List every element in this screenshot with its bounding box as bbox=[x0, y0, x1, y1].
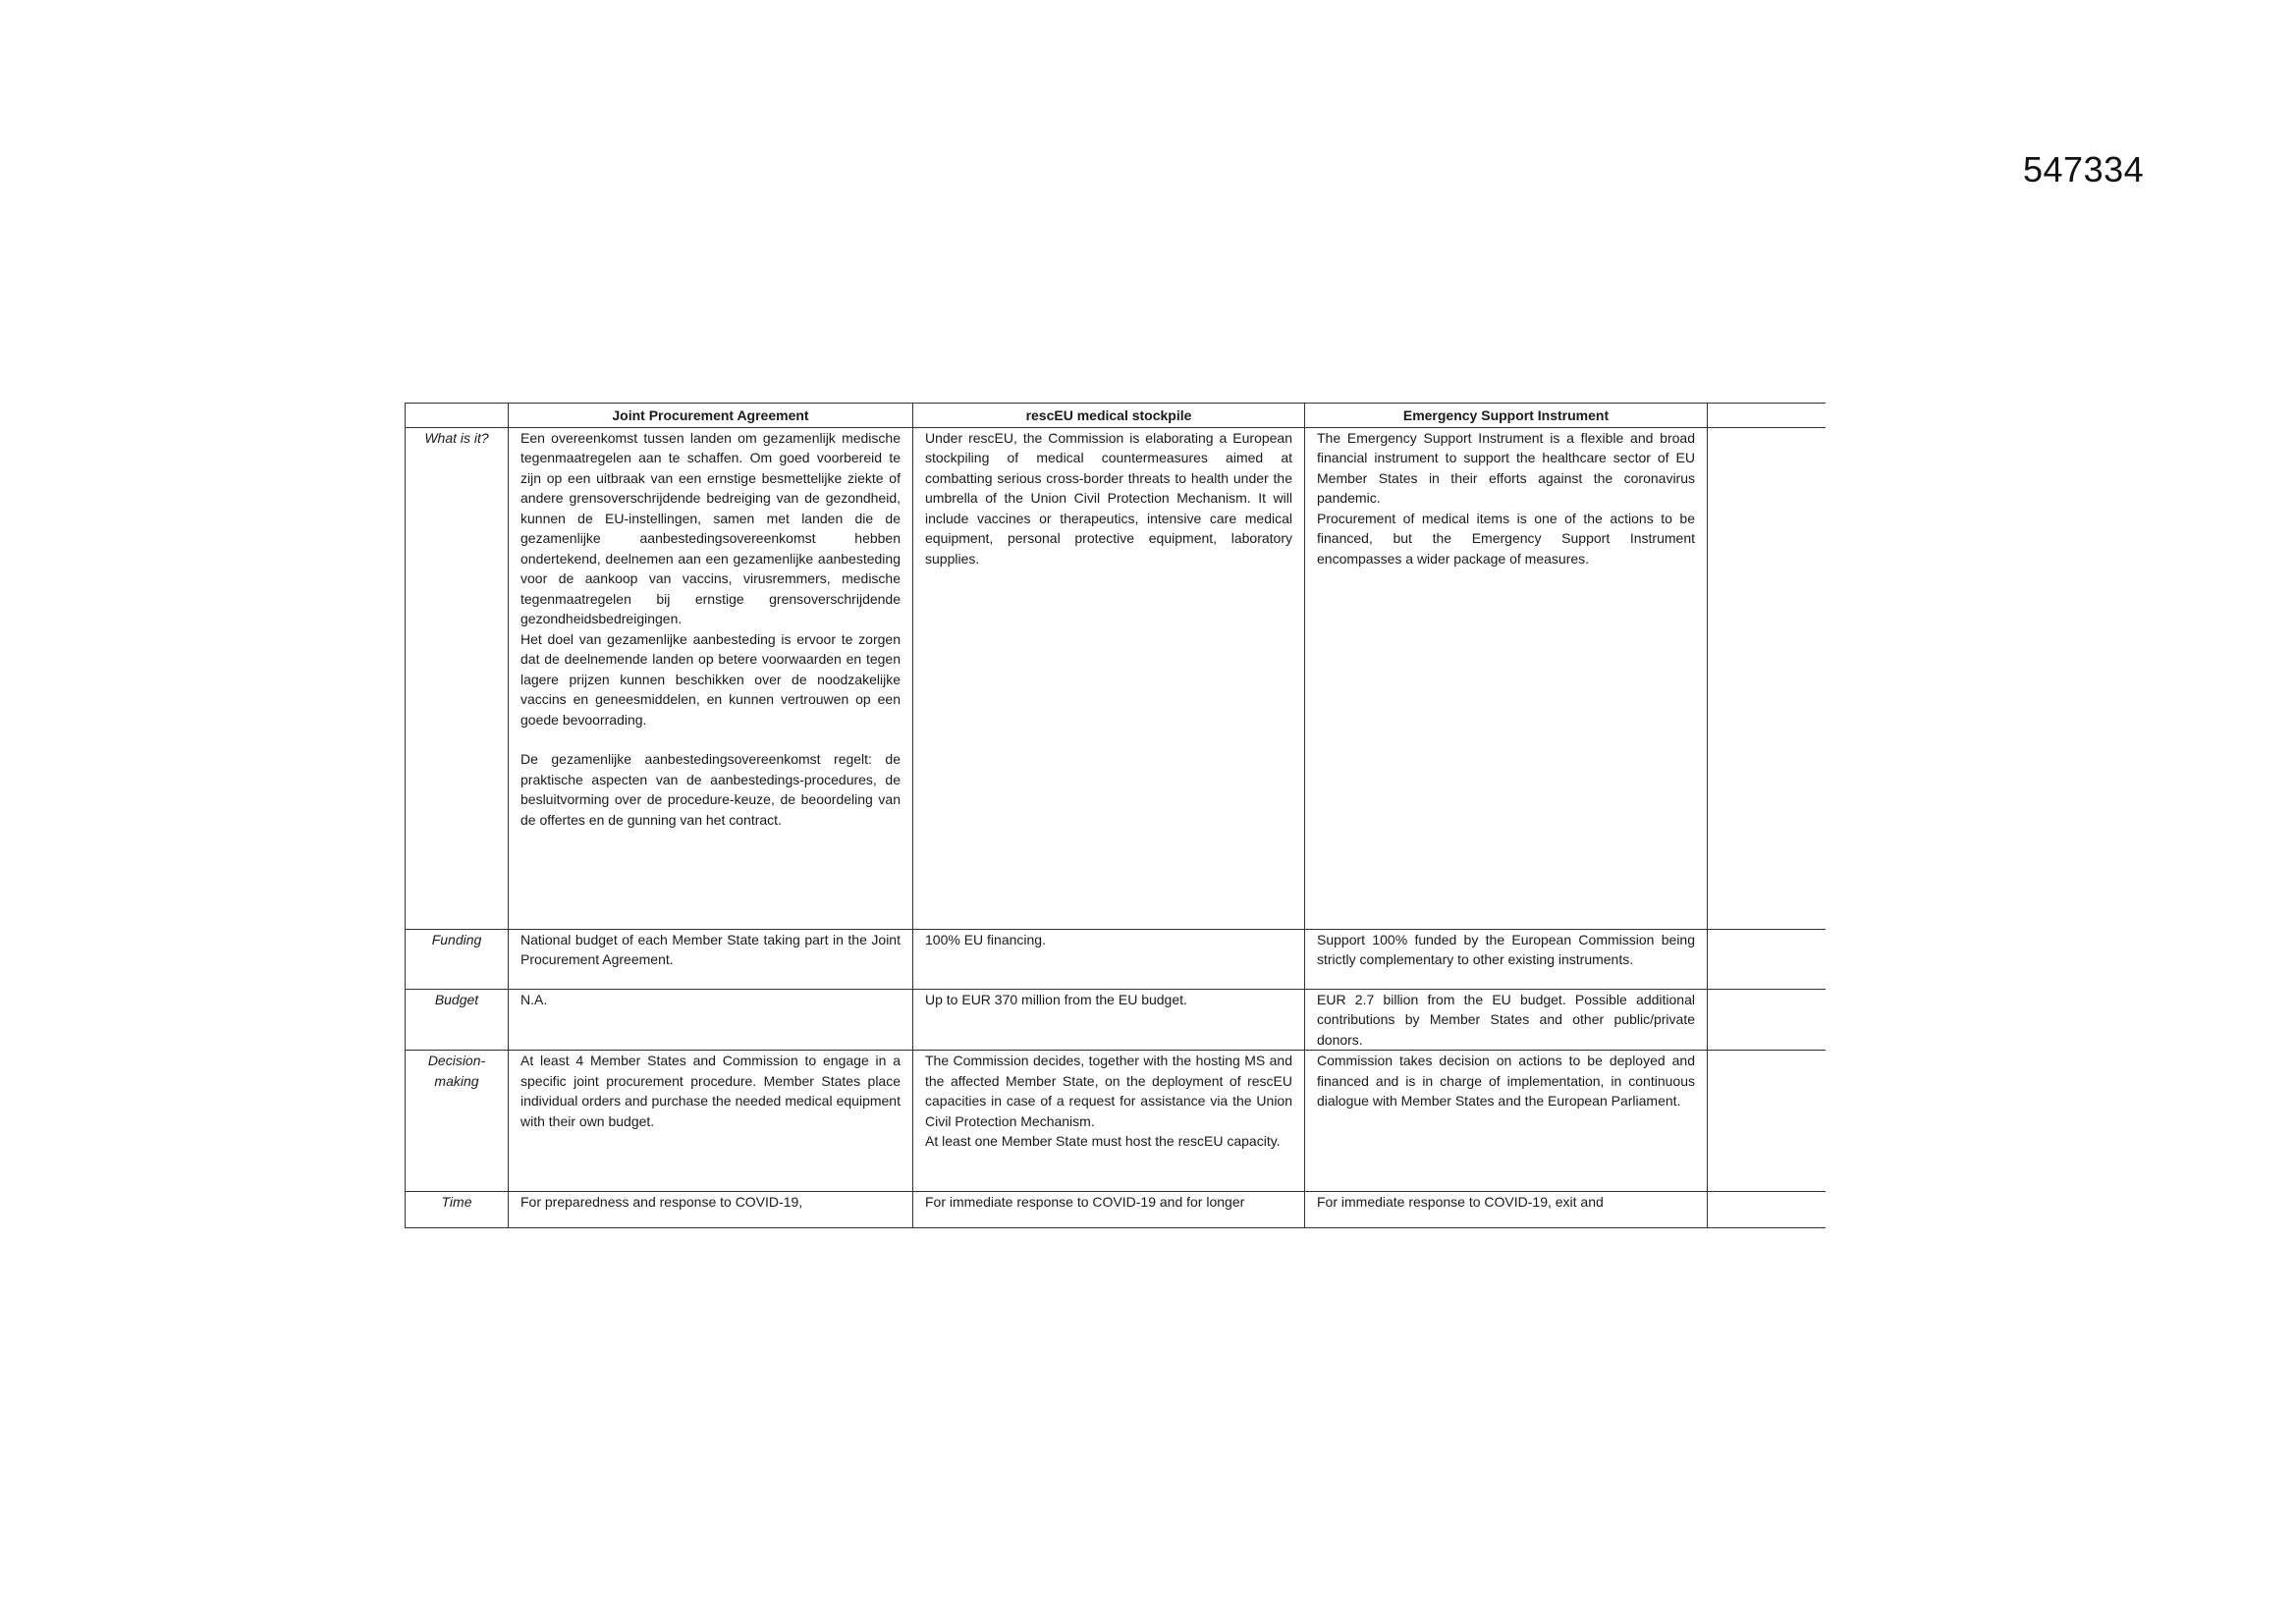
cell-paragraph: The Commission decides, together with the hosting MS and the affected Member State, on the deployment of rescEU capacities in case of a request for assistance via the Union Civil Protection Mechanism. bbox=[925, 1053, 1292, 1129]
cell-paragraph: For preparedness and response to COVID-19, bbox=[520, 1194, 803, 1210]
row-label-text: Time bbox=[441, 1194, 472, 1210]
header-row bbox=[406, 404, 1826, 428]
cell-jpa-funding bbox=[509, 929, 913, 989]
cell-rescEU-funding bbox=[913, 929, 1305, 989]
cell-rescEU-time bbox=[913, 1192, 1305, 1228]
cell-paragraph: For immediate response to COVID-19, exit and bbox=[1317, 1194, 1604, 1210]
cell-esi-time bbox=[1305, 1192, 1708, 1228]
cell-esi-what bbox=[1305, 427, 1708, 929]
cell-jpa-budget bbox=[509, 989, 913, 1051]
table-row bbox=[406, 1051, 1826, 1192]
table-row bbox=[406, 427, 1826, 929]
cell-rescEU-budget bbox=[913, 989, 1305, 1051]
row-label-funding bbox=[406, 929, 509, 989]
cell-paragraph: The Emergency Support Instrument is a flexible and broad financial instrument to support the healthcare sector of EU Member States in their efforts against the coronavirus pandemic. bbox=[1317, 429, 1695, 506]
header-emergency-support: Emergency Support Instrument bbox=[1305, 404, 1708, 428]
cell-paragraph: Commission takes decision on actions to be deployed and financed and is in charge of implementation, in continuous dialogue with Member States and the European Parliament. bbox=[1317, 1053, 1695, 1109]
cell-extra bbox=[1708, 1051, 1826, 1192]
cell-extra bbox=[1708, 427, 1826, 929]
cell-paragraph: At least 4 Member States and Commission to engage in a specific joint procurement procedure. Member States place individual orders and purchase the needed medical equipment with their own budget. bbox=[520, 1053, 901, 1129]
header-joint-procurement: Joint Procurement Agreement bbox=[509, 404, 913, 428]
cell-paragraph: For immediate response to COVID-19 and for longer bbox=[925, 1194, 1245, 1210]
cell-jpa-time bbox=[509, 1192, 913, 1228]
cell-paragraph: Support 100% funded by the European Commission being strictly complementary to other existing instruments. bbox=[1317, 931, 1695, 967]
cell-jpa-decision bbox=[509, 1051, 913, 1192]
header-corner bbox=[406, 404, 509, 428]
cell-paragraph: 100% EU financing. bbox=[925, 931, 1046, 947]
row-label-what-is-it bbox=[406, 427, 509, 929]
row-label-text: Budget bbox=[434, 991, 479, 1007]
cell-paragraph: Up to EUR 370 million from the EU budget. bbox=[925, 991, 1187, 1007]
row-label-text: What is it? bbox=[424, 429, 489, 446]
comparison-table bbox=[405, 403, 1826, 1228]
cell-paragraph: Under rescEU, the Commission is elaborating a European stockpiling of medical countermeasures aimed at combatting serious cross-border threats to health under the umbrella of the Union Civil Protection Mechanism. It will include vaccines or therapeutics, intensive care medical equipment, personal protective equipment, laboratory supplies. bbox=[925, 429, 1292, 567]
table-row bbox=[406, 1192, 1826, 1228]
cell-paragraph: Het doel van gezamenlijke aanbesteding is ervoor te zorgen dat de deelnemende landen op betere voorwaarden en tegen lagere prijzen kunnen beschikken over de noodzakelijke vaccins en geneesmiddelen, en kunnen vertrouwen op een goede bevoorrading. bbox=[520, 630, 901, 728]
row-label-text: Decision-making bbox=[427, 1053, 486, 1089]
cell-extra bbox=[1708, 989, 1826, 1051]
header-rescEU: rescEU medical stockpile bbox=[913, 404, 1305, 428]
cell-paragraph: N.A. bbox=[520, 991, 548, 1007]
cell-paragraph: National budget of each Member State taking part in the Joint Procurement Agreement. bbox=[520, 931, 901, 967]
header-extra bbox=[1708, 404, 1826, 428]
cell-paragraph: Procurement of medical items is one of the actions to be financed, but the Emergency Support Instrument encompasses a wider package of measures. bbox=[1317, 510, 1695, 567]
cell-paragraph: Een overeenkomst tussen landen om gezamenlijk medische tegenmaatregelen aan te schaffen. Om goed voorbereid te zijn op een uitbraak van een ernstige besmettelijke ziekte of andere grensoverschrijdende bedreiging van de gezondheid, kunnen de EU-instellingen, samen met landen die de gezamenlijke aanbestedingsovereenkomst hebben ondertekend, deelnemen aan een gezamenlijke aanbesteding voor de aankoop van vaccins, virusremmers, medische tegenmaatregelen bij ernstige grensoverschrijdende gezondheidsbedreigingen. bbox=[520, 429, 901, 626]
cell-paragraph: EUR 2.7 billion from the EU budget. Possible additional contributions by Member States and other public/private donors. bbox=[1317, 991, 1695, 1048]
table-row bbox=[406, 989, 1826, 1051]
cell-esi-decision bbox=[1305, 1051, 1708, 1192]
cell-extra bbox=[1708, 1192, 1826, 1228]
cell-rescEU-what bbox=[913, 427, 1305, 929]
row-label-time bbox=[406, 1192, 509, 1228]
cell-paragraph: De gezamenlijke aanbestedingsovereenkomst regelt: de praktische aspecten van de aanbestedings-procedures, de besluitvorming over de procedure-keuze, de beoordeling van de offertes en de gunning van het contract. bbox=[520, 751, 901, 828]
cell-esi-budget bbox=[1305, 989, 1708, 1051]
document-number: 547334 bbox=[2023, 149, 2145, 189]
row-label-budget bbox=[406, 989, 509, 1051]
cell-paragraph: At least one Member State must host the rescEU capacity. bbox=[925, 1133, 1281, 1149]
cell-esi-funding bbox=[1305, 929, 1708, 989]
row-label-decision-making bbox=[406, 1051, 509, 1192]
cell-rescEU-decision bbox=[913, 1051, 1305, 1192]
comparison-table-container bbox=[405, 403, 1825, 1228]
row-label-text: Funding bbox=[431, 931, 482, 947]
cell-extra bbox=[1708, 929, 1826, 989]
table-row bbox=[406, 929, 1826, 989]
cell-jpa-what bbox=[509, 427, 913, 929]
